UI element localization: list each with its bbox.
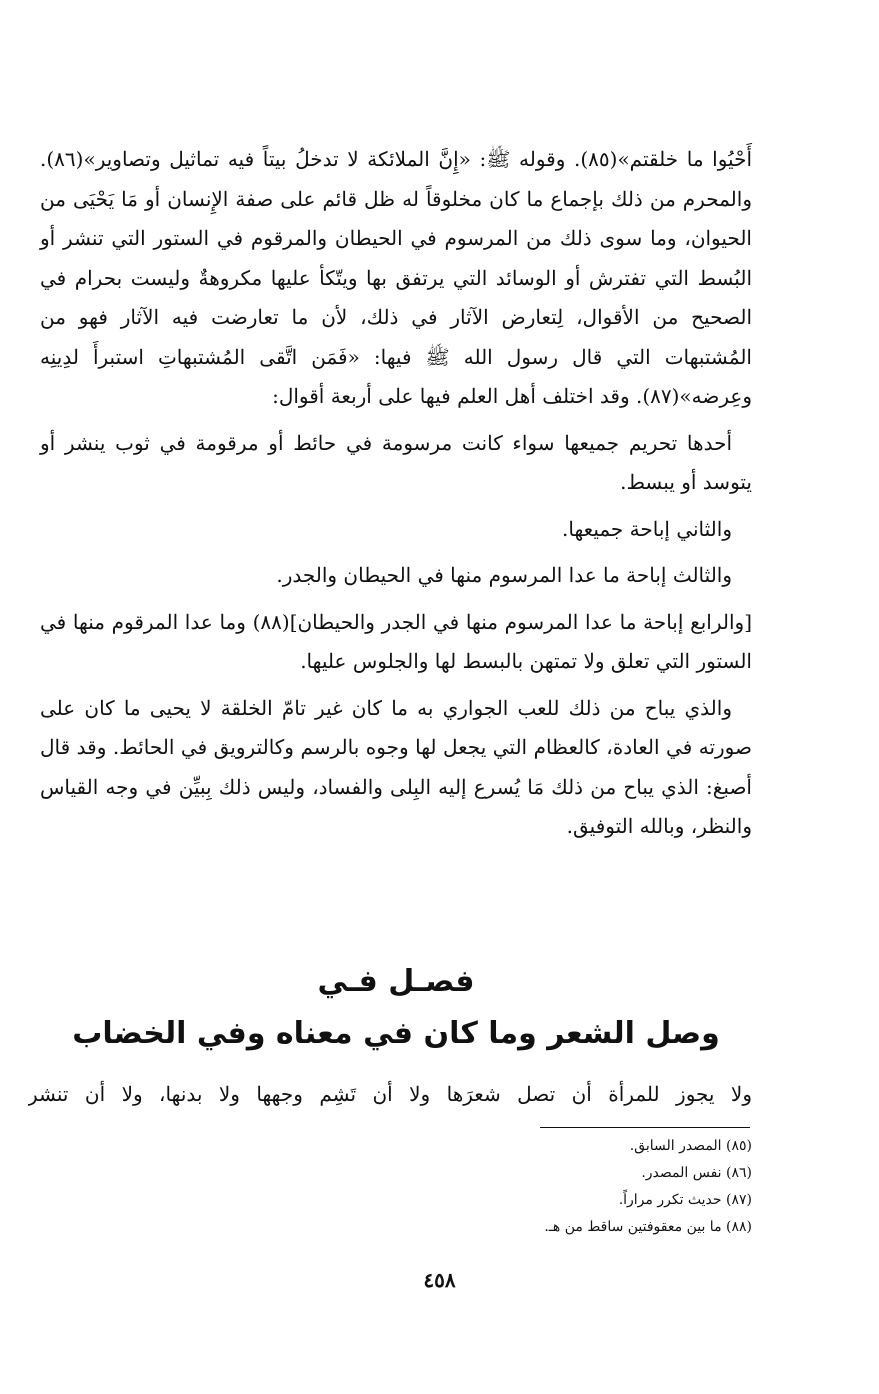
- footnote: (٨٥) المصدر السابق.: [629, 1138, 752, 1154]
- paragraph: [والرابع إباحة ما عدا المرسوم منها في الجدر والحيطان](٨٨) وما عدا المرقوم منها في الستور التي تعلق ولا تمتهن بالبسط لها والجلوس عليها.: [40, 609, 752, 673]
- paragraph: والذي يباح من ذلك للعب الجواري به ما كان غير تامّ الخلقة لا يحيى ما كان على صورته في العادة، كالعظام التي يجعل لها وجوه بالرسم وكالترويق في الحائط. وقد قال أصبغ: الذي يباح من ذلك مَا يُسرع إليه البِلى والفساد، وليس ذلك بِبيِّن في وجه القياس والنظر، وبالله التوفيق.: [40, 695, 752, 838]
- paragraph: أَحْيُوا ما خلقتم»(٨٥). وقوله ﷺ: «إِنَّ الملائكة لا تدخلُ بيتاً فيه تماثيل وتصاوير»(٨٦). والمحرم من ذلك بإجماع ما كان مخلوقاً له ظل قائم على صفة الإِنسان أو مَا يَحْيَى من الحيوان، وما سوى ذلك من المرسوم في الحيطان والمرقوم في الستور التي تنشر أو البُسط التي تفترش أو الوسائد التي يرتفق بها ويتّكأ عليها مكروهةٌ وليست بحرام في الصحيح من الأقوال، لِتعارض الآثار في ذلك، لأن ما تعارضت فيه الآثار فهو من المُشتبهات التي قال رسول الله ﷺ فيها: «فَمَن اتَّقى المُشتبهاتِ استبرأَ لدِينِه وعِرضه»(٨٧). وقد اختلف أهل العلم فيها على أربعة أقوال:: [40, 147, 753, 408]
- footnotes: [300, 1133, 752, 1241]
- section-subtitle: وصل الشعر وما كان في معناه وفي الخضاب: [72, 1016, 720, 1051]
- footnote: (٨٨) ما بين معقوفتين ساقط من هـ.: [544, 1219, 752, 1235]
- main-text: [40, 140, 752, 847]
- paragraph: أحدها تحريم جميعها سواء كانت مرسومة في حائط أو مرقومة في ثوب ينشر أو يتوسد أو يبسط.: [40, 430, 752, 494]
- footnote-divider: [540, 1127, 750, 1128]
- footnote: (٨٦) نفس المصدر.: [641, 1165, 752, 1181]
- footnote: (٨٧) حديث تكرر مراراً.: [618, 1192, 752, 1208]
- page-number: ٤٥٨: [423, 1268, 456, 1292]
- section-first-line: ولا يجوز للمرأة أن تصل شعرَها ولا أن تَشِم وجهها ولا بدنها، ولا أن تنشر: [28, 1082, 752, 1106]
- paragraph: والثاني إباحة جميعها.: [562, 516, 732, 541]
- paragraph: والثالث إباحة ما عدا المرسوم منها في الحيطان والجدر.: [276, 563, 732, 587]
- section-title: فصـل فـي: [317, 964, 475, 999]
